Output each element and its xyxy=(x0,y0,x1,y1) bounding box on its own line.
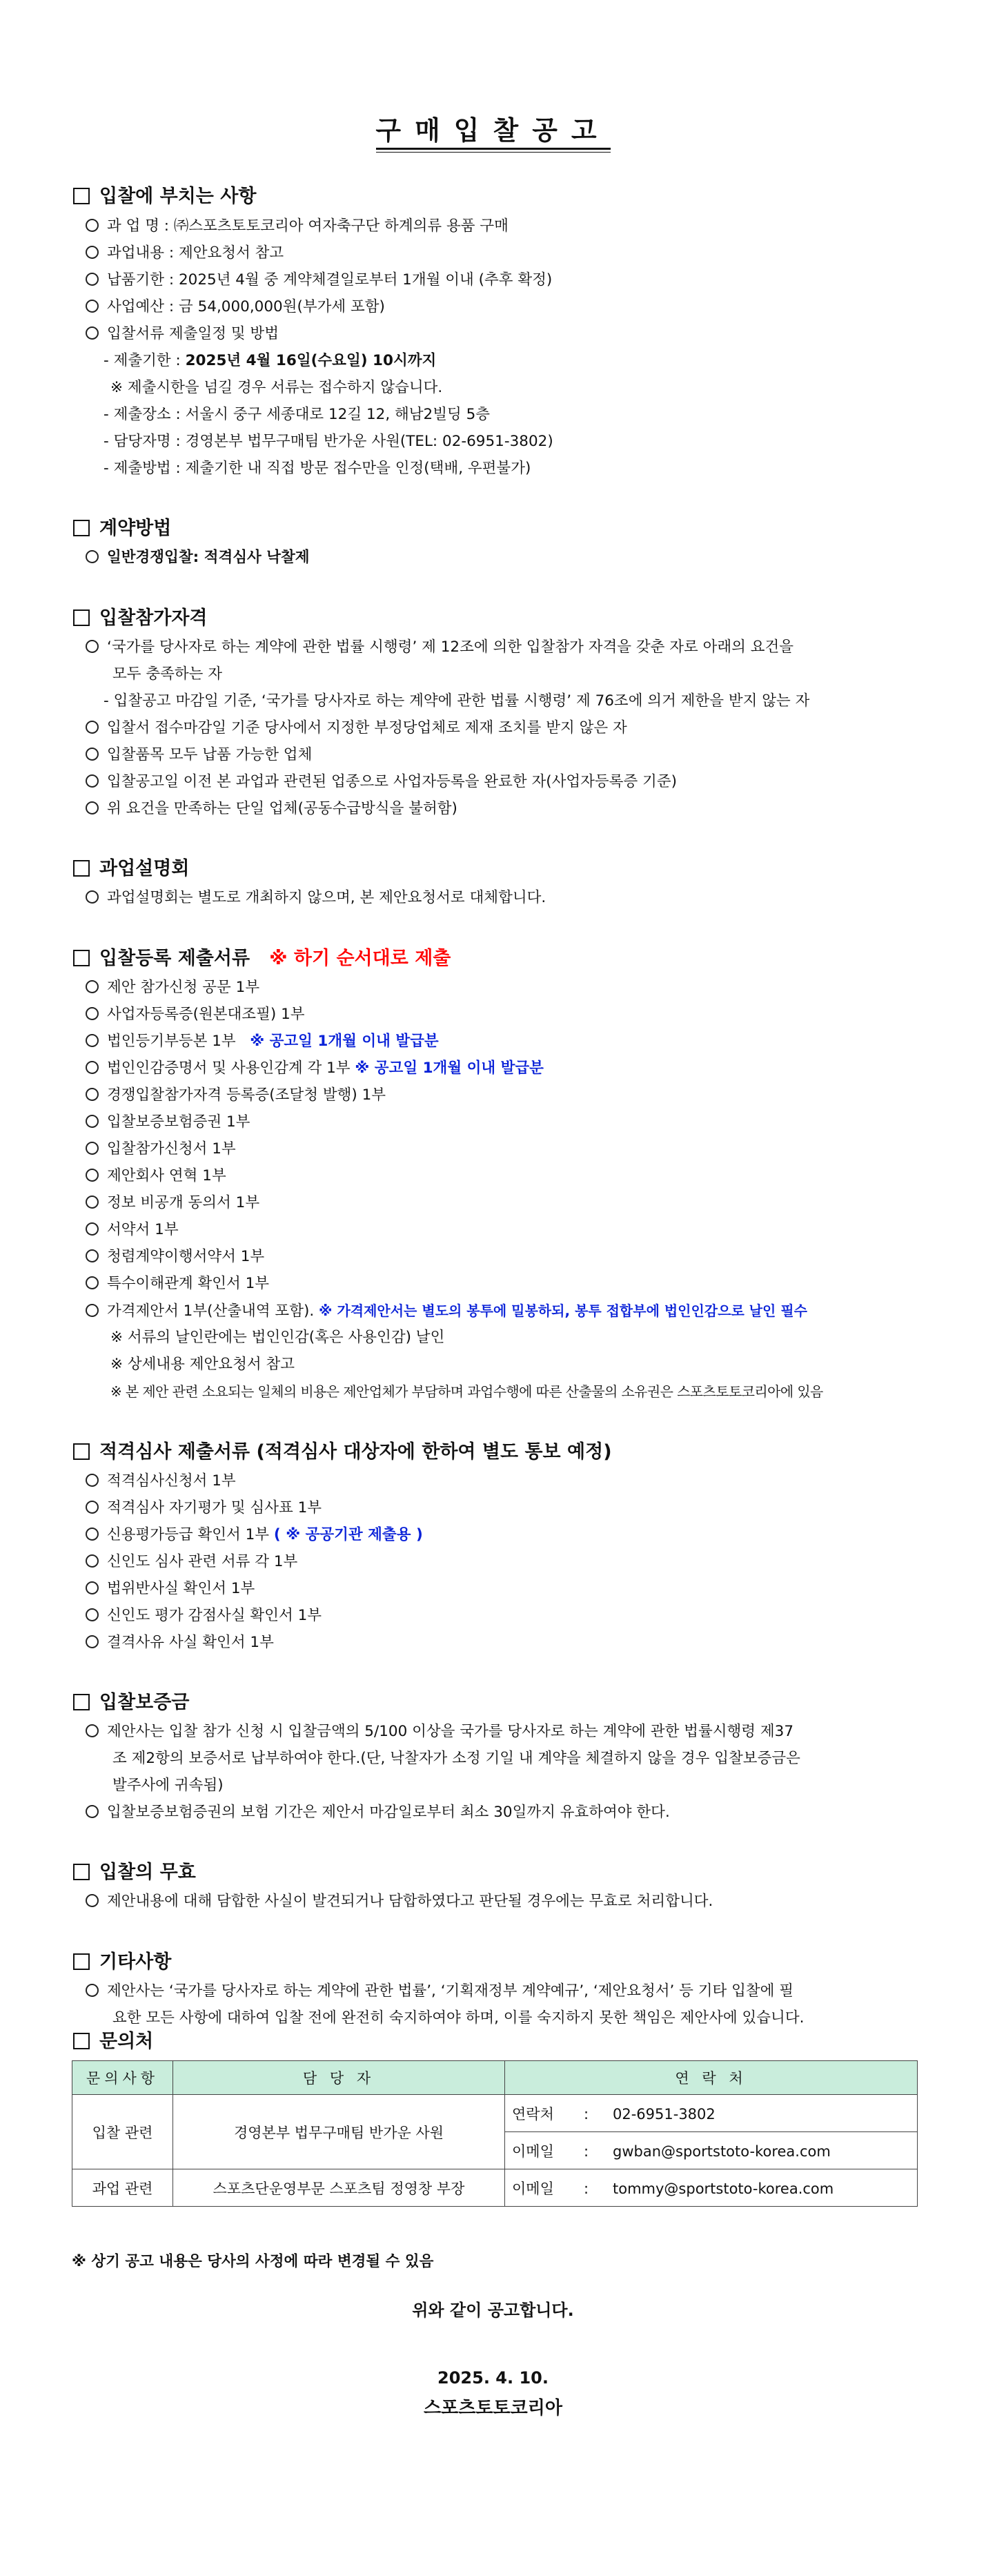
section-heading: 문의처 xyxy=(99,2031,154,2052)
list-item: 일반경쟁입찰: 적격심사 낙찰제 xyxy=(86,547,310,568)
list-item: 적격심사신청서 1부 xyxy=(86,1471,236,1492)
circle-bullet-icon xyxy=(86,890,99,904)
section-misc xyxy=(73,1946,171,1973)
circle-bullet-icon xyxy=(86,1034,99,1047)
list-item: 과업내용 : 제안요청서 참고 xyxy=(86,243,284,264)
circle-bullet-icon xyxy=(86,1115,99,1128)
contact-cell: 연락처 : 02-6951-3802 xyxy=(505,2095,918,2132)
list-item: 청렴계약이행서약서 1부 xyxy=(86,1247,264,1267)
note-seal: ※ 서류의 날인란에는 법인인감(혹은 사용인감) 날인 xyxy=(110,1329,445,1346)
list-item: 제안회사 연혁 1부 xyxy=(86,1166,226,1187)
contact-person: - 담당자명 : 경영본부 법무구매팀 반가운 사원(TEL: 02-6951-3802) xyxy=(103,433,553,450)
checkbox-square-icon xyxy=(73,950,90,966)
section-heading: 입찰에 부치는 사항 xyxy=(99,186,257,207)
checkbox-square-icon xyxy=(73,2033,90,2049)
email-address: gwban@sportstoto-korea.com xyxy=(613,2143,831,2160)
page-title: 구매입찰공고 xyxy=(375,115,611,146)
list-item: 입찰보증보험증권 1부 xyxy=(86,1112,250,1133)
circle-bullet-icon xyxy=(86,246,99,259)
list-item: 제안내용에 대해 담합한 사실이 발견되거나 담합하였다고 판단될 경우에는 무효로 처리합니다. xyxy=(86,1891,713,1912)
checkbox-square-icon xyxy=(73,609,90,626)
list-item: 제안사는 ‘국가를 당사자로 하는 계약에 관한 법률’, ‘기획재정부 계약예규’, ‘제안요청서’ 등 기타 입찰에 필 xyxy=(86,1981,793,2002)
circle-bullet-icon xyxy=(86,1501,99,1514)
circle-bullet-icon xyxy=(86,1474,99,1487)
change-notice: ※ 상기 공고 내용은 당사의 사정에 따라 변경될 수 있음 xyxy=(72,2253,434,2270)
section-heading: 과업설명회 xyxy=(99,858,190,879)
list-item: 납품기한 : 2025년 4월 중 계약체결일로부터 1개월 이내 (추후 확정) xyxy=(86,270,552,291)
circle-bullet-icon xyxy=(86,1061,99,1074)
checkbox-square-icon xyxy=(73,1864,90,1880)
list-item: 서약서 1부 xyxy=(86,1220,179,1240)
list-item: 사업자등록증(원본대조필) 1부 xyxy=(86,1004,305,1025)
circle-bullet-icon xyxy=(86,774,99,788)
list-item: 위 요건을 만족하는 단일 업체(공동수급방식을 불허함) xyxy=(86,799,457,819)
list-item: 신인도 심사 관련 서류 각 1부 xyxy=(86,1552,297,1572)
company-name: 스포츠토토코리아 xyxy=(424,2398,562,2419)
circle-bullet-icon xyxy=(86,1088,99,1101)
circle-bullet-icon xyxy=(86,721,99,734)
person-cell: 경영본부 법무구매팀 반가운 사원 xyxy=(173,2095,505,2169)
list-item: 제안 참가신청 공문 1부 xyxy=(86,977,259,998)
circle-bullet-icon xyxy=(86,801,99,814)
deadline-value: 2025년 4월 16일(수요일) 10시까지 xyxy=(185,352,437,369)
list-item: 입찰서 접수마감일 기준 당사에서 지정한 부정당업체로 제재 조치를 받지 않은 자 xyxy=(86,718,627,739)
checkbox-square-icon xyxy=(73,860,90,877)
circle-bullet-icon xyxy=(86,1528,99,1541)
contact-cell: 이메일 : tommy@sportstoto-korea.com xyxy=(505,2169,918,2207)
section-heading: 계약방법 xyxy=(99,518,172,539)
circle-bullet-icon xyxy=(86,1169,99,1182)
list-item: 법인인감증명서 및 사용인감계 각 1부 ※ 공고일 1개월 이내 발급분 xyxy=(86,1058,544,1079)
section-registration-documents xyxy=(73,943,451,970)
list-item: 신인도 평가 감점사실 확인서 1부 xyxy=(86,1606,322,1626)
circle-bullet-icon xyxy=(86,1805,99,1818)
deadline-line: - 제출기한 : 2025년 4월 16일(수요일) 10시까지 xyxy=(103,352,437,369)
list-item: ‘국가를 당사자로 하는 계약에 관한 법률 시행령’ 제 12조에 의한 입찰참가 자격을 갖춘 자로 아래의 요건을 xyxy=(86,637,793,658)
checkbox-square-icon xyxy=(73,1443,90,1460)
list-item: 과업설명회는 별도로 개최하지 않으며, 본 제안요청서로 대체합니다. xyxy=(86,888,546,908)
list-item: 입찰보증보험증권의 보험 기간은 제안서 마감일로부터 최소 30일까지 유효하여야 한다. xyxy=(86,1802,670,1823)
list-item: 법인등기부등본 1부 ※ 공고일 1개월 이내 발급분 xyxy=(86,1031,439,1052)
section-heading: 적격심사 제출서류 (적격심사 대상자에 한하여 별도 통보 예정) xyxy=(99,1441,612,1463)
note-details: ※ 상세내용 제안요청서 참고 xyxy=(110,1356,295,1373)
list-item: 정보 비공개 동의서 1부 xyxy=(86,1193,259,1213)
circle-bullet-icon xyxy=(86,980,99,993)
list-item: 가격제안서 1부(산출내역 포함). ※ 가격제안서는 별도의 봉투에 밀봉하되, 봉투 접합부에 법인인감으로 날인 필수 xyxy=(86,1300,807,1322)
title-underline-thin xyxy=(376,152,611,153)
section-qualification xyxy=(73,603,208,630)
topic-cell: 입찰 관련 xyxy=(72,2095,173,2169)
list-item: 법위반사실 확인서 1부 xyxy=(86,1579,255,1599)
section-heading: 입찰의 무효 xyxy=(99,1862,196,1883)
circle-bullet-icon xyxy=(86,550,99,563)
circle-bullet-icon xyxy=(86,748,99,761)
table-row xyxy=(72,2169,918,2207)
circle-bullet-icon xyxy=(86,1894,99,1907)
column-header: 연 락 처 xyxy=(505,2061,918,2095)
section-briefing xyxy=(73,853,189,880)
announce-text: 위와 같이 공고합니다. xyxy=(412,2301,574,2320)
circle-bullet-icon xyxy=(86,1249,99,1262)
list-item: 과 업 명 : ㈜스포츠토토코리아 여자축구단 하계의류 용품 구매 xyxy=(86,216,509,237)
list-item: 입찰품목 모두 납품 가능한 업체 xyxy=(86,745,312,765)
section-inquiries xyxy=(73,2026,153,2053)
circle-bullet-icon xyxy=(86,1635,99,1648)
section-heading: 입찰보증금 xyxy=(99,1692,190,1713)
circle-bullet-icon xyxy=(86,1984,99,1997)
circle-bullet-icon xyxy=(86,1581,99,1594)
sub-item: - 입찰공고 마감일 기준, ‘국가를 당사자로 하는 계약에 관한 법률 시행령’ 제 76조에 의거 제한을 받지 않는 자 xyxy=(103,692,810,710)
circle-bullet-icon xyxy=(86,640,99,653)
list-item-continued: 요한 모든 사항에 대하여 입찰 전에 완전히 숙지하여야 하며, 이를 숙지하지 못한 책임은 제안사에 있습니다. xyxy=(112,2009,805,2027)
list-item: 경쟁입찰참가자격 등록증(조달청 발행) 1부 xyxy=(86,1085,386,1106)
circle-bullet-icon xyxy=(86,300,99,313)
circle-bullet-icon xyxy=(86,273,99,286)
list-item: 특수이해관계 확인서 1부 xyxy=(86,1274,269,1294)
checkbox-square-icon xyxy=(73,520,90,536)
order-note: ※ 하기 순서대로 제출 xyxy=(269,948,451,969)
list-item: 입찰서류 제출일정 및 방법 xyxy=(86,324,279,344)
circle-bullet-icon xyxy=(86,1724,99,1737)
checkbox-square-icon xyxy=(73,188,90,204)
list-item: 제안사는 입찰 참가 신청 시 입찰금액의 5/100 이상을 국가를 당사자로 하는 계약에 관한 법률시행령 제37 xyxy=(86,1721,793,1742)
section-heading: 입찰참가자격 xyxy=(99,607,208,629)
contact-table xyxy=(72,2060,918,2207)
section-qualification-documents xyxy=(73,1436,612,1463)
submission-place: - 제출장소 : 서울시 중구 세종대로 12길 12, 해남2빌딩 5층 xyxy=(103,406,491,423)
list-item-continued: 조 제2항의 보증서로 납부하여야 한다.(단, 낙찰자가 소정 기일 내 계약을 체결하지 않을 경우 입찰보증금은 xyxy=(112,1750,800,1767)
circle-bullet-icon xyxy=(86,1554,99,1568)
section-bid-bond xyxy=(73,1687,189,1714)
table-header-row xyxy=(72,2061,918,2095)
checkbox-square-icon xyxy=(73,1953,90,1970)
column-header: 문의사항 xyxy=(72,2061,173,2095)
list-item: 신용평가등급 확인서 1부 ( ※ 공공기관 제출용 ) xyxy=(86,1525,423,1545)
list-item-continued: 모두 충족하는 자 xyxy=(112,665,223,683)
list-item-continued: 발주사에 귀속됨) xyxy=(112,1777,224,1794)
section-heading: 기타사항 xyxy=(99,1951,172,1973)
table-row xyxy=(72,2095,918,2132)
column-header: 담 당 자 xyxy=(173,2061,505,2095)
contact-cell: 이메일 : gwban@sportstoto-korea.com xyxy=(505,2132,918,2169)
circle-bullet-icon xyxy=(86,1304,99,1317)
topic-cell: 과업 관련 xyxy=(72,2169,173,2207)
circle-bullet-icon xyxy=(86,1196,99,1209)
email-address: tommy@sportstoto-korea.com xyxy=(613,2180,834,2197)
circle-bullet-icon xyxy=(86,326,99,340)
checkbox-square-icon xyxy=(73,1694,90,1710)
circle-bullet-icon xyxy=(86,1222,99,1236)
list-item: 결격사유 사실 확인서 1부 xyxy=(86,1632,274,1653)
announce-date: 2025. 4. 10. xyxy=(437,2368,549,2388)
deadline-note: ※ 제출시한을 넘길 경우 서류는 접수하지 않습니다. xyxy=(110,379,443,396)
list-item: 사업예산 : 금 54,000,000원(부가세 포함) xyxy=(86,297,385,318)
section-contract-method xyxy=(73,513,171,540)
note-costs: ※ 본 제안 관련 소요되는 일체의 비용은 제안업체가 부담하며 과업수행에 따른 산출물의 소유권은 스포츠토토코리아에 있음 xyxy=(110,1383,823,1400)
section-invalidity xyxy=(73,1857,196,1884)
circle-bullet-icon xyxy=(86,1608,99,1621)
section-heading: 입찰등록 제출서류 xyxy=(99,948,250,969)
phone-number: 02-6951-3802 xyxy=(613,2105,716,2123)
circle-bullet-icon xyxy=(86,1276,99,1289)
list-item: 적격심사 자기평가 및 심사표 1부 xyxy=(86,1498,322,1519)
person-cell: 스포츠단운영부문 스포츠팀 정영창 부장 xyxy=(173,2169,505,2207)
circle-bullet-icon xyxy=(86,1142,99,1155)
title-underline xyxy=(376,148,611,150)
list-item: 입찰참가신청서 1부 xyxy=(86,1139,236,1160)
submission-method: - 제출방법 : 제출기한 내 직접 방문 접수만을 인정(택배, 우편불가) xyxy=(103,460,531,477)
list-item: 입찰공고일 이전 본 과업과 관련된 업종으로 사업자등록을 완료한 자(사업자등록증 기준) xyxy=(86,772,677,792)
circle-bullet-icon xyxy=(86,219,99,232)
section-bid-items xyxy=(73,181,256,208)
circle-bullet-icon xyxy=(86,1007,99,1020)
